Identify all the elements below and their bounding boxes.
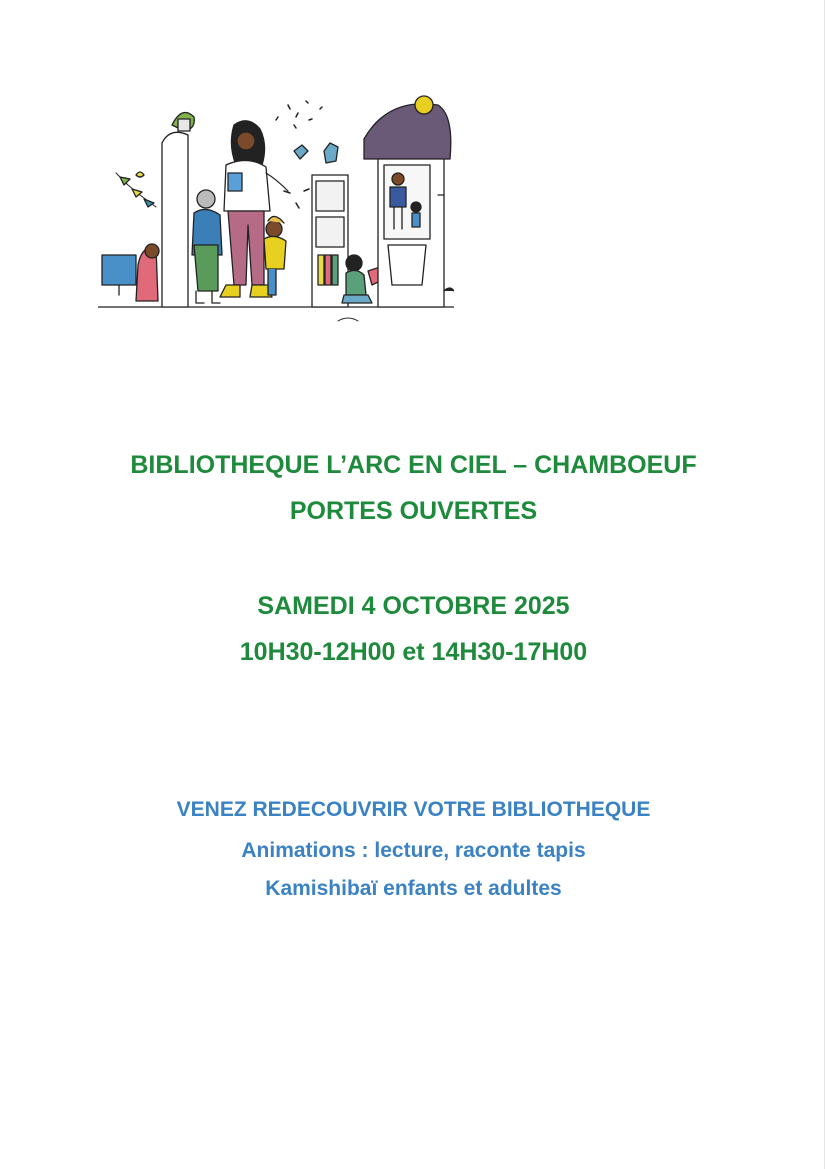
invitation-text: VENEZ REDECOUVRIR VOTRE BIBLIOTHEQUE bbox=[176, 798, 651, 821]
kamishibai-text: Kamishibaï enfants et adultes bbox=[265, 877, 562, 900]
library-title: BIBLIOTHEQUE L’ARC EN CIEL – CHAMBOEUF bbox=[130, 451, 697, 479]
library-scene-illustration bbox=[98, 95, 454, 335]
event-date: SAMEDI 4 OCTOBRE 2025 bbox=[257, 592, 570, 620]
event-type: PORTES OUVERTES bbox=[289, 497, 538, 525]
page-edge bbox=[824, 0, 825, 1169]
event-hours: 10H30-12H00 et 14H30-17H00 bbox=[239, 638, 588, 666]
animations-text: Animations : lecture, raconte tapis bbox=[241, 839, 586, 862]
